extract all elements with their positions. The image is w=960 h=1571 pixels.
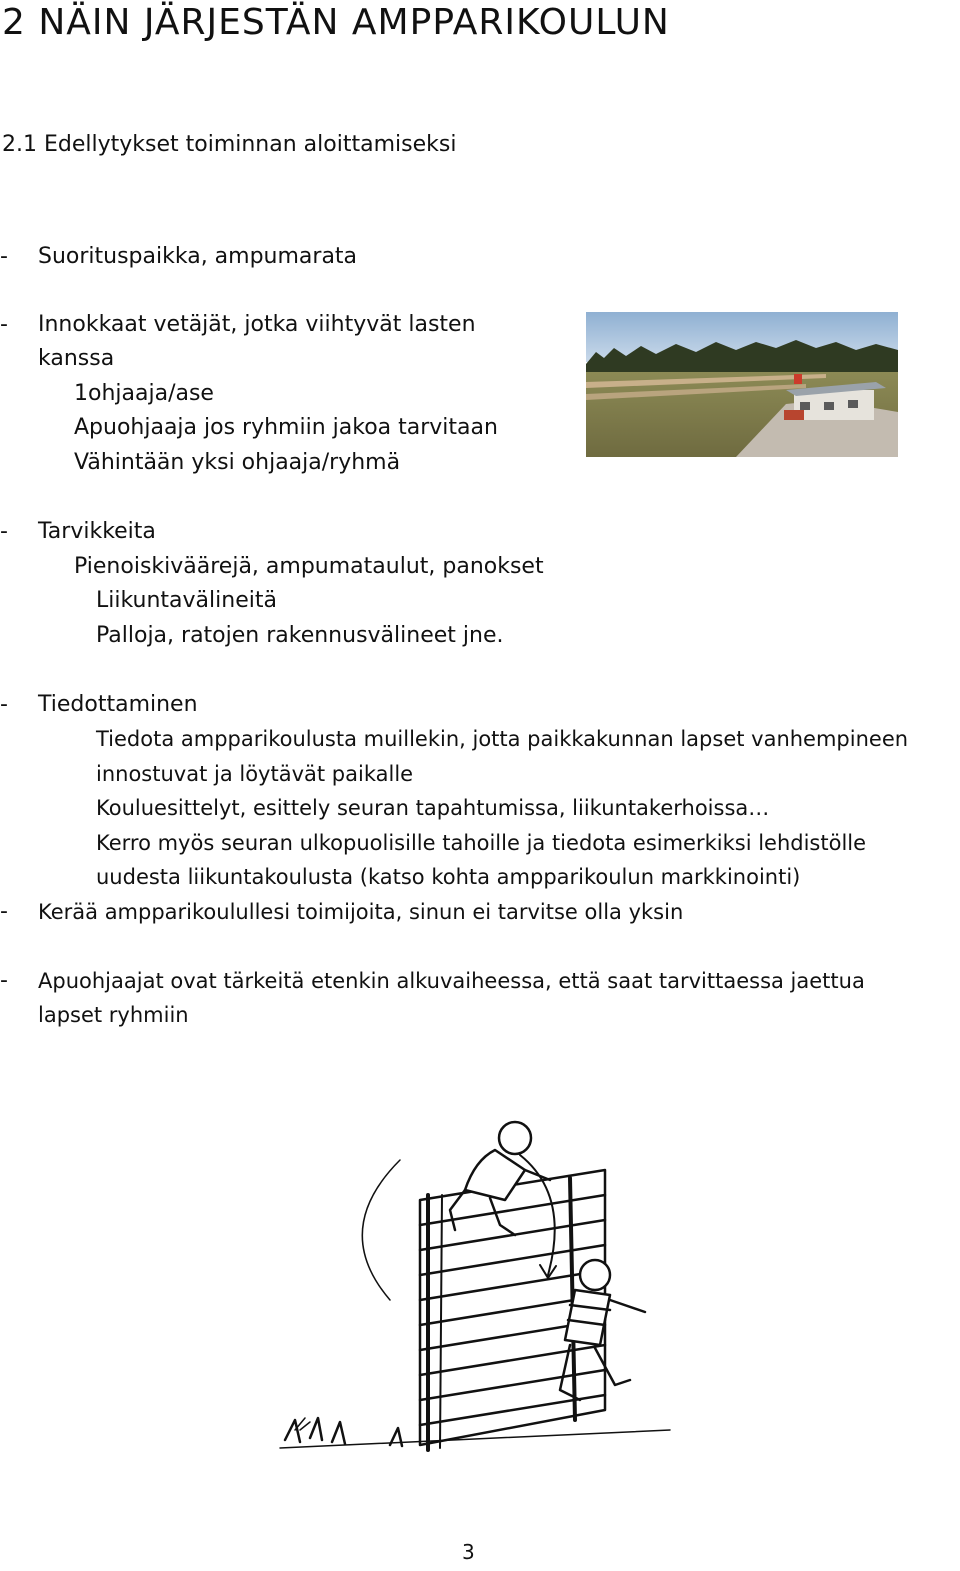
- list-item-text: Apuohjaajat ovat tärkeitä etenkin alkuvaiheessa, että saat tarvittaessa jaettua: [38, 969, 865, 993]
- kids-climbing-wall-illustration: [270, 1100, 680, 1460]
- sub-item: Pienoiskiväärejä, ampumataulut, panokset: [74, 554, 544, 579]
- bullet-dash: -: [0, 312, 8, 337]
- sub-item: Kerro myös seuran ulkopuolisille tahoille ja tiedota esimerkiksi lehdistölle: [96, 831, 867, 855]
- sub-item: Kouluesittelyt, esittely seuran tapahtumissa, liikuntakerhoissa…: [96, 796, 770, 820]
- list-item-text: Innokkaat vetäjät, jotka viihtyvät lasten: [38, 312, 476, 337]
- sub-item: Vähintään yksi ohjaaja/ryhmä: [74, 450, 401, 475]
- sub-item: innostuvat ja löytävät paikalle: [96, 762, 414, 786]
- page-title: 2 NÄIN JÄRJESTÄN AMPPARIKOULUN: [2, 2, 670, 43]
- sub-item: 1ohjaaja/ase: [74, 381, 214, 406]
- bullet-dash: -: [0, 899, 8, 924]
- bullet-dash: -: [0, 244, 8, 269]
- list-item-text: Suorituspaikka, ampumarata: [38, 244, 358, 269]
- list-item-text-cont: lapset ryhmiin: [38, 1003, 189, 1027]
- sub-item: Apuohjaaja jos ryhmiin jakoa tarvitaan: [74, 415, 498, 440]
- shooting-range-photo: [586, 312, 898, 457]
- page-number: 3: [462, 1540, 475, 1564]
- list-item-text: Tiedottaminen: [38, 692, 198, 717]
- bullet-dash: -: [0, 968, 8, 993]
- sub-item: Palloja, ratojen rakennusvälineet jne.: [96, 623, 504, 648]
- sub-item: Liikuntavälineitä: [96, 588, 277, 613]
- list-item-text: Kerää ampparikoulullesi toimijoita, sinun ei tarvitse olla yksin: [38, 900, 684, 924]
- list-item-text-cont: kanssa: [38, 346, 115, 371]
- sub-item: uudesta liikuntakoulusta (katso kohta ampparikoulun markkinointi): [96, 865, 801, 889]
- bullet-dash: -: [0, 692, 8, 717]
- bullet-dash: -: [0, 519, 8, 544]
- sub-item: Tiedota ampparikoulusta muillekin, jotta paikkakunnan lapset vanhempineen: [96, 727, 909, 751]
- list-item-text: Tarvikkeita: [38, 519, 156, 544]
- section-subtitle: 2.1 Edellytykset toiminnan aloittamiseksi: [2, 132, 457, 157]
